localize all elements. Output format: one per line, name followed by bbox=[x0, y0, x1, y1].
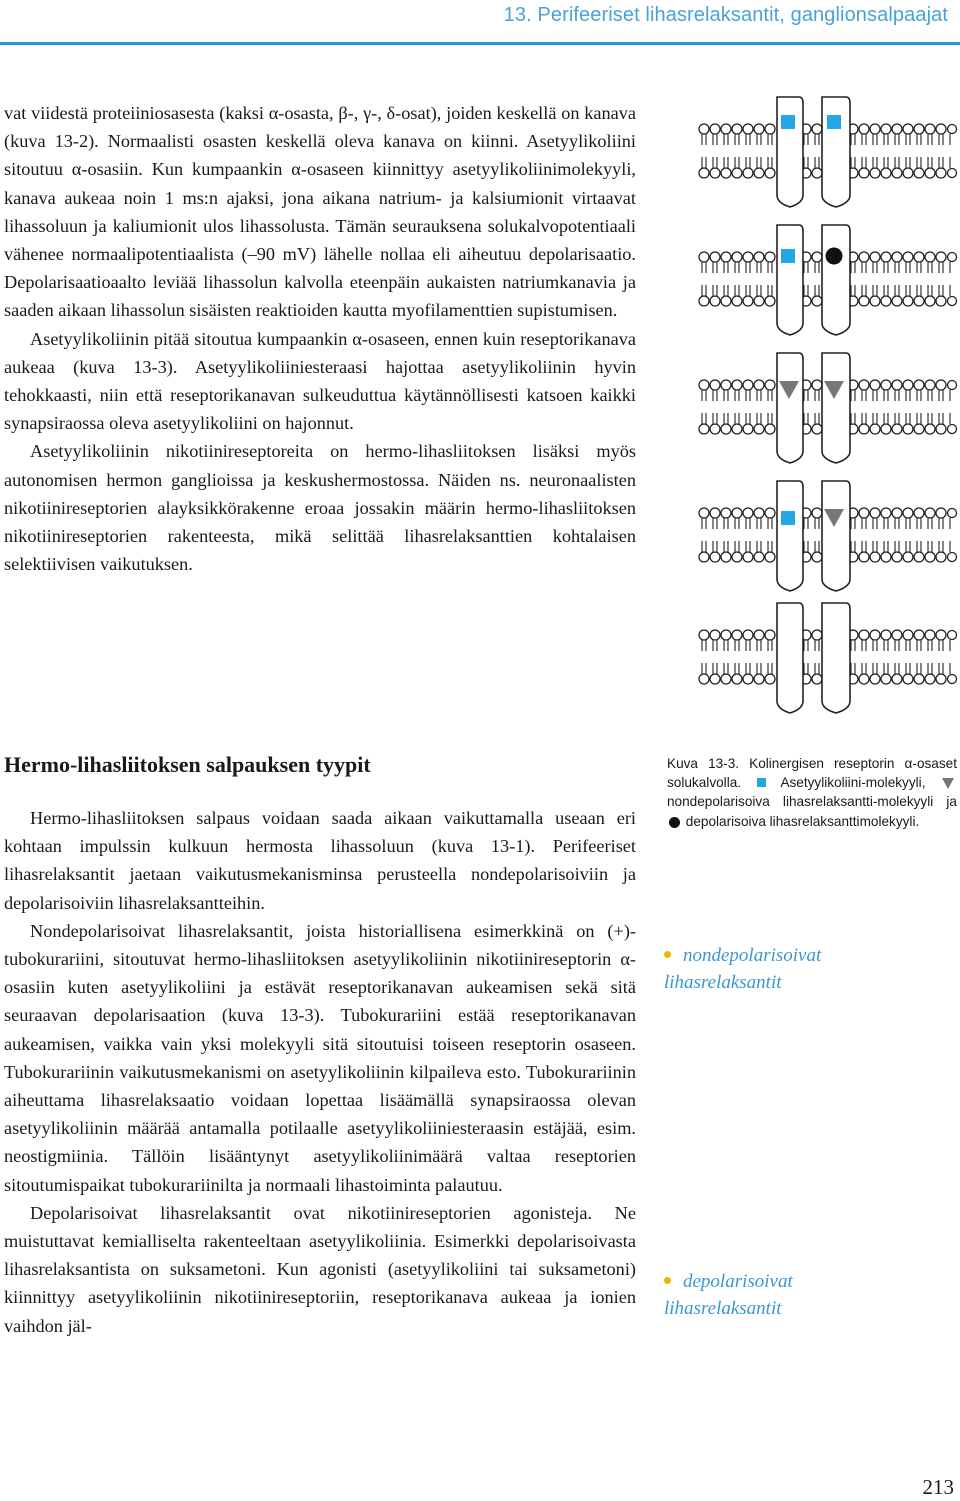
intro-paragraph-1: vat viidestä proteiiniosasesta (kaksi α-osasta, β-, γ-, δ-osat), joiden keskellä on kanava (kuva 13-2). Normaalisti osasten keskellä oleva kanava on kiinni. Asetyylikoliini sitoutuu α-osasiin. Kun kumpaankin α-osaseen kiinnittyy asetyylikoliinimolekyyli, kanava aukeaa noin 1 ms:n ajaksi, jona aikana natrium- ja kalsiumionit virtaavat lihassoluun ja kaliumionit ulos lihassolusta. Tämän seurauksena solukalvopotentiaali vähenee normaalipotentiaalista (–90 mV) lähelle nollaa eli aiheutuu depolarisaatio. Depolarisaatioaalto leviää lihassolun kalvolla eteenpäin aukaisten natriumkanavia ja saaden aikaan lihassolun sisäisten reaktioiden kautta myofilamenttien supistumisen. bbox=[4, 103, 636, 321]
acetylcholine-icon bbox=[827, 115, 841, 129]
caption-legend-2: nondepolarisoiva lihasrelaksantti-molekyyli ja bbox=[667, 794, 957, 810]
acetylcholine-icon bbox=[781, 511, 795, 525]
section-paragraph-1: Hermo-lihasliitoksen salpaus voidaan saada aikaan vaikuttamalla useaan eri kohtaan impulssin kulkuun hermosta lihassoluun (kuva 13-1). Perifeeriset lihasrelaksantit jaetaan vaikutusmekanisminsa perusteella nondepolarisoiviin ja depolarisoiviin lihasrelaksantteihin. bbox=[4, 808, 636, 913]
margin-note-nondepolarizing bbox=[664, 942, 904, 996]
intro-paragraph-2: Asetyylikoliinin pitää sitoutua kumpaankin α-osaseen, ennen kuin reseptorikanava aukeaa (kuva 13-3). Asetyylikoliiniesteraasi hajottaa asetyylikoliinin hyvin tehokkaasti, niin että reseptorikanavan sulkeuduttua käytännöllisesti katsoen kaikki synapsiraossa oleva asetyylikoliini on hajonnut. bbox=[4, 328, 636, 434]
receptor-panel-1 bbox=[699, 97, 957, 207]
nondepolarizing-legend-icon bbox=[942, 778, 954, 789]
receptor-figure bbox=[695, 95, 959, 715]
caption-legend-3: depolarisoiva lihasrelaksanttimolekyyli. bbox=[685, 813, 920, 829]
depolarizing-legend-icon bbox=[669, 817, 680, 828]
margin-note-1-line-2: lihasrelaksantit bbox=[664, 972, 782, 993]
section-text bbox=[4, 804, 636, 1340]
margin-note-2-line-2: lihasrelaksantit bbox=[664, 1298, 782, 1319]
section-paragraph-2: Nondepolarisoivat lihasrelaksantit, joista historiallisena esimerkkinä on (+)-tubokurariini, sitoutuvat hermo-lihasliitoksen asetyylikoliinin nikotiinireseptorin α-osasiin kuten asetyylikoliini ja estävät reseptorikanavan aukeamisen sekä sitä seuraavan depolarisaation (kuva 13-3). Tubokurariini estää reseptorikanavan aukeamisen, vaikka vain yksi molekyyli sitä sitoutuisi toiseen reseptorin osaseen. Tubokurariinin vaikutusmekanismi on asetyylikoliinin kilpaileva esto. Tubokurariinin aiheuttama lihasrelaksaatio voidaan lopettaa lisäämällä synapsiraossa olevan asetyylikoliinin määrää antamalla potilaalle asetyylikoliiniesteraasin estäjää, esim. neostigmiinia. Tällöin lisääntynyt asetyylikoliinimäärä valtaa reseptorien sitoutumispaikat tubokurariinilta ja normaali lihastoiminta palautuu. bbox=[4, 920, 636, 1195]
bullet-icon bbox=[664, 1277, 671, 1284]
page-number: 213 bbox=[922, 1475, 954, 1499]
section-heading: Hermo-lihasliitoksen salpauksen tyypit bbox=[4, 752, 371, 777]
bullet-icon bbox=[664, 951, 671, 958]
figure-caption bbox=[667, 754, 957, 831]
receptor-panel-3 bbox=[699, 353, 957, 463]
header-rule bbox=[0, 42, 960, 45]
margin-note-1-line-1: nondepolarisoivat bbox=[683, 945, 822, 966]
caption-prefix: Kuva 13-3. Kolinergisen reseptorin α-osaset solukalvolla. bbox=[667, 756, 957, 791]
intro-paragraph-3: Asetyylikoliinin nikotiinireseptoreita on hermo-lihasliitoksen lisäksi myös autonomisen hermon ganglioissa ja keskushermostossa. Näiden ns. neuronaalisten nikotiinireseptorien alayksikkörakenne eroaa jossakin määrin hermo-lihasliitoksen nikotiinireseptorien rakenteesta, mikä selittää lihasrelaksanttien kohtalaisen selektiivisen vaikutuksen. bbox=[4, 441, 636, 575]
receptor-panel-5 bbox=[699, 603, 957, 713]
margin-note-depolarizing bbox=[664, 1268, 904, 1322]
depolarizing-molecule-icon bbox=[826, 248, 843, 265]
acetylcholine-legend-icon bbox=[757, 778, 766, 787]
receptor-panel-2 bbox=[699, 225, 957, 335]
acetylcholine-icon bbox=[781, 115, 795, 129]
acetylcholine-icon bbox=[781, 249, 795, 263]
caption-legend-1: Asetyylikoliini-molekyyli, bbox=[780, 775, 926, 791]
running-header: 13. Perifeeriset lihasrelaksantit, ganglionsalpaajat bbox=[503, 4, 948, 26]
section-paragraph-3: Depolarisoivat lihasrelaksantit ovat nikotiinireseptorien agonisteja. Ne muistuttavat kemialliselta rakenteeltaan asetyylikoliinia. Esimerkki depolarisoivasta lihasrelaksantista on suksametoni. Kun agonisti (asetyylikoliini tai suksametoni) kiinnittyy asetyylikoliinin nikotiinireseptoriin, reseptorikanava aukeaa ja ionien vaihdon jäl- bbox=[4, 1202, 636, 1336]
receptor-panel-4 bbox=[699, 481, 957, 591]
intro-text bbox=[4, 99, 636, 578]
margin-note-2-line-1: depolarisoivat bbox=[683, 1271, 793, 1292]
